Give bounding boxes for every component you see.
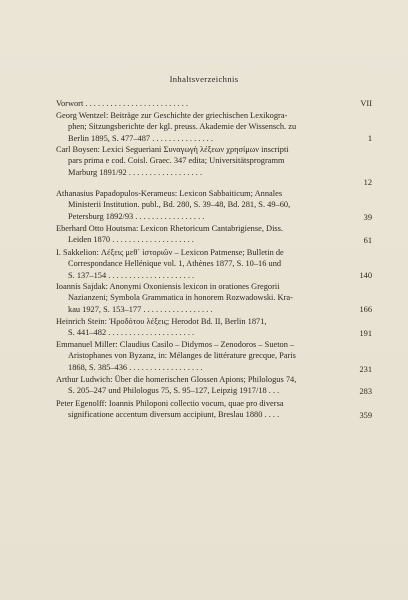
toc-entry-line: Ioannis Sajdak: Anonymi Oxoniensis lexicon in orationes Gregorii	[56, 282, 280, 291]
toc-entry-line: Heinrich Stein: Ἡροδότου λέξεις; Herodot Bd. II, Berlin 1871,	[56, 317, 267, 326]
toc-entry-line: Marburg 1891/92 . . . . . . . . . . . . . . . . . .	[68, 167, 203, 177]
toc-entry-line: Leiden 1870 . . . . . . . . . . . . . . . . . . . .	[68, 235, 194, 245]
toc-page-number: 359	[359, 411, 372, 420]
toc-entry	[56, 247, 344, 281]
toc-entry	[56, 316, 344, 339]
toc-entry-line: Berlin 1895, S. 477–487 . . . . . . . . . . . . . . .	[68, 133, 213, 143]
toc-entry	[56, 98, 344, 109]
toc-page-number: 283	[359, 387, 372, 396]
toc-entry-line: Peter Egenolff: Ioannis Philoponi collectio vocum, quae pro diversa	[56, 399, 284, 408]
toc-entry-line: Carl Boysen: Lexici Segueriani Συναγωγὴ λέξεων χρησίμων inscripti	[56, 145, 289, 154]
toc-entry-line: Eberhard Otto Houtsma: Lexicon Rhetoricum Cantabrigiense, Diss.	[56, 224, 284, 233]
page-title: Inhaltsverzeichnis	[169, 74, 239, 84]
toc-entry-line: Arthur Ludwich: Über die homerischen Glossen Apions; Philologus 74,	[56, 375, 297, 384]
toc-page-number: 1	[367, 134, 372, 143]
toc-entry-line: phen; Sitzungsberichte der kgl. preuss. Akademie der Wissensch. zu	[68, 122, 297, 132]
toc-entry-line: significatione accentum diversum accipiunt, Breslau 1880 . . . .	[68, 410, 280, 420]
toc-entry-line: S. 137–154 . . . . . . . . . . . . . . . . . . . . .	[68, 270, 195, 280]
toc-page-number: 140	[359, 271, 372, 280]
toc-page-number: 166	[359, 305, 372, 314]
toc-entry-line: Correspondance Hellénique vol. 1, Athènes 1877, S. 10–16 und	[68, 259, 282, 269]
toc-entry-line: Athanasius Papadopulos-Kerameus: Lexicon Sabbaiticum; Annales	[56, 189, 283, 198]
toc-entry	[56, 339, 344, 373]
toc-entry-line: pars prima e cod. Coisl. Graec. 347 edita; Universitätsprogramm	[68, 156, 285, 166]
toc-page-number: 231	[359, 365, 372, 374]
toc-entry-line: S. 441–482 . . . . . . . . . . . . . . . . . . . . .	[68, 328, 195, 338]
toc-entry-line: Petersburg 1892/93 . . . . . . . . . . . . . . . . .	[68, 211, 205, 221]
toc-entry-line: Emmanuel Miller: Claudius Casilo – Didymos – Zenodoros – Sueton –	[56, 340, 295, 349]
toc-entry-line: Vorwort . . . . . . . . . . . . . . . . . . . . . . . . .	[56, 99, 188, 108]
toc-entry-line: S. 205–247 und Philologus 75, S. 95–127, Leipzig 1917/18 . . .	[68, 386, 280, 396]
toc-entry	[56, 110, 344, 144]
toc-page-number: 191	[359, 329, 372, 338]
toc-entry	[56, 374, 344, 397]
toc-entry	[56, 188, 344, 222]
toc-page-number: 39	[363, 213, 372, 222]
toc-page-number: VII	[360, 99, 372, 108]
toc-entry-line: Ministerii Institution. publ., Bd. 280, S. 39–48, Bd. 281, S. 49–60,	[68, 200, 291, 210]
toc-entry-line: kau 1927, S. 153–177 . . . . . . . . . . . . . . . . .	[68, 304, 213, 314]
toc-page-number: 12	[363, 178, 372, 187]
toc-entry-line: I. Sakkelion: Λέξεις μεθ᾽ ἱστοριῶν – Lexicon Patmense; Bulletin de	[56, 248, 284, 257]
toc-entry-line: 1868, S. 385–436 . . . . . . . . . . . . . . . . . .	[68, 362, 203, 372]
toc-page-number: 61	[363, 236, 372, 245]
toc-entry	[56, 144, 344, 178]
toc-entry	[56, 281, 344, 315]
toc-entry-line: Nazianzeni; Symbola Grammatica in honorem Rozwadowski. Kra-	[68, 293, 293, 303]
toc-entry-line: Georg Wentzel: Beiträge zur Geschichte der griechischen Lexikogra-	[56, 111, 288, 120]
toc-entry	[56, 398, 344, 421]
toc-entry	[56, 223, 344, 246]
toc-entry-line: Aristophanes von Byzanz, in: Mélanges de littérature grecque, Paris	[68, 351, 296, 361]
